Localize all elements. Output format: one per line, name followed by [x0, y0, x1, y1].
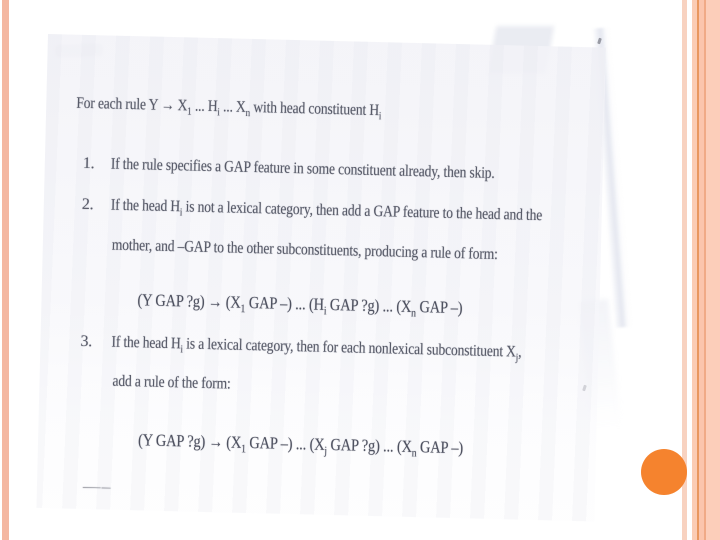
scan-speck — [597, 38, 602, 45]
list-item-3-text-line-2: add a rule of the form: — [112, 372, 231, 393]
rule-intro-line: For each rule $Y \to X_1$ ... $H_i$ ... $X_n$ with head constituent $H_i$ — [76, 94, 382, 123]
list-item-1-text: If the rule specifies a GAP feature in some constituent already, then skip. — [110, 155, 495, 182]
list-item-3-text-line-1: If the head $H_i$ is a lexical category, then for each nonlexical subconstituent $X_j$, — [111, 333, 522, 364]
right-accent-stripe — [706, 0, 720, 540]
rule-formula-1: (Y GAP ?g) → ($X_1$ GAP –) ... ($H_i$ GAP ?g) ... ($X_n$ GAP –) — [137, 290, 463, 320]
list-item-1-number: 1. — [82, 154, 95, 173]
rule-formula-2: (Y GAP ?g) → ($X_1$ GAP –) ... ($X_j$ GAP ?g) ... ($X_n$ GAP –) — [137, 430, 464, 460]
scan-dash-mark: — – — [82, 480, 110, 494]
slide-bullet-circle — [641, 449, 687, 495]
scanned-document — [36, 34, 605, 521]
left-accent-stripe — [2, 0, 9, 540]
list-item-2-text-line-2: mother, and –GAP to the other subconstituents, producing a rule of form: — [111, 236, 498, 264]
list-item-2-number: 2. — [81, 195, 94, 214]
list-item-3-number: 3. — [80, 332, 93, 351]
list-item-2-text-line-1: If the head $H_i$ is not a lexical category, then add a GAP feature to the head and the — [110, 196, 543, 225]
